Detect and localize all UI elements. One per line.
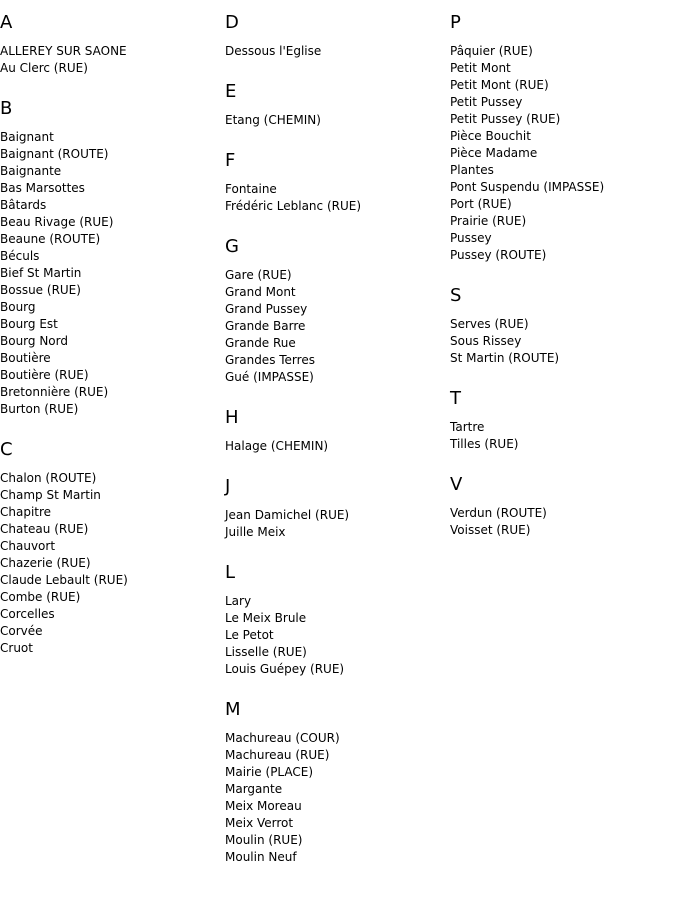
street-list	[0, 43, 215, 77]
street-name: Margante	[225, 782, 283, 796]
street-name: Meix Verrot	[225, 816, 294, 830]
street-name: Chalon (ROUTE)	[0, 471, 97, 485]
street-list	[225, 507, 440, 541]
section-letter-heading: T	[450, 388, 461, 409]
street-name: Voisset (RUE)	[450, 523, 531, 537]
letter-section-g	[225, 236, 440, 386]
street-name: Bief St Martin	[0, 266, 82, 280]
section-letter-heading: G	[225, 236, 239, 257]
street-name: Chapitre	[0, 505, 52, 519]
street-name: Petit Mont	[450, 61, 511, 75]
street-name: Louis Guépey (RUE)	[225, 662, 345, 676]
section-letter-heading: D	[225, 12, 239, 33]
letter-section-j	[225, 476, 440, 541]
street-name: Moulin Neuf	[225, 850, 297, 864]
street-name: Petit Mont (RUE)	[450, 78, 549, 92]
letter-section-a	[0, 12, 215, 77]
street-name: Beau Rivage (RUE)	[0, 215, 114, 229]
street-name: Chateau (RUE)	[0, 522, 89, 536]
letter-section-m	[225, 699, 440, 866]
street-list	[225, 438, 440, 455]
street-name: Meix Moreau	[225, 799, 302, 813]
street-list	[225, 267, 440, 386]
street-name: Claude Lebault (RUE)	[0, 573, 128, 587]
street-name: Boutière	[0, 351, 51, 365]
street-name: Pussey	[450, 231, 492, 245]
street-name: Sous Rissey	[450, 334, 522, 348]
street-name: Bâtards	[0, 198, 47, 212]
letter-section-p	[450, 12, 665, 264]
street-name: Grand Pussey	[225, 302, 308, 316]
street-name: Le Petot	[225, 628, 274, 642]
letter-section-l	[225, 562, 440, 678]
street-name: Bretonnière (RUE)	[0, 385, 109, 399]
street-name: Grandes Terres	[225, 353, 315, 367]
street-name: Verdun (ROUTE)	[450, 506, 547, 520]
section-letter-heading: H	[225, 407, 239, 428]
street-name: Pussey (ROUTE)	[450, 248, 547, 262]
street-list	[0, 470, 215, 657]
section-letter-heading: F	[225, 150, 236, 171]
street-name: St Martin (ROUTE)	[450, 351, 560, 365]
street-list	[225, 593, 440, 678]
street-index-column-2	[225, 12, 440, 887]
letter-section-f	[225, 150, 440, 215]
letter-section-e	[225, 81, 440, 129]
street-list	[225, 112, 440, 129]
section-letter-heading: E	[225, 81, 237, 102]
street-name: Cruot	[0, 641, 33, 655]
street-name: Burton (RUE)	[0, 402, 79, 416]
street-name: Grand Mont	[225, 285, 296, 299]
section-letter-heading: C	[0, 439, 13, 460]
street-index-column-1	[0, 12, 215, 678]
street-name: Port (RUE)	[450, 197, 512, 211]
street-name: Chauvort	[0, 539, 56, 553]
street-name: Bourg	[0, 300, 36, 314]
street-list	[0, 129, 215, 418]
street-name: Combe (RUE)	[0, 590, 81, 604]
street-list	[450, 419, 665, 453]
street-name: Moulin (RUE)	[225, 833, 303, 847]
letter-section-v	[450, 474, 665, 539]
street-name: Bourg Nord	[0, 334, 68, 348]
letter-section-h	[225, 407, 440, 455]
letter-section-s	[450, 285, 665, 367]
section-letter-heading: V	[450, 474, 463, 495]
street-name: Halage (CHEMIN)	[225, 439, 329, 453]
section-letter-heading: P	[450, 12, 461, 33]
street-name: Beaune (ROUTE)	[0, 232, 101, 246]
street-name: Gare (RUE)	[225, 268, 292, 282]
street-name: Gué (IMPASSE)	[225, 370, 314, 384]
letter-section-b	[0, 98, 215, 418]
street-name: Boutière (RUE)	[0, 368, 89, 382]
street-name: Tilles (RUE)	[450, 437, 519, 451]
letter-section-t	[450, 388, 665, 453]
street-name: ALLEREY SUR SAONE	[0, 44, 127, 58]
street-name: Béculs	[0, 249, 40, 263]
street-list	[450, 43, 665, 264]
street-list	[450, 505, 665, 539]
section-letter-heading: B	[0, 98, 13, 119]
street-index-column-3	[450, 12, 665, 560]
street-name: Jean Damichel (RUE)	[225, 508, 350, 522]
street-list	[225, 730, 440, 866]
street-name: Prairie (RUE)	[450, 214, 527, 228]
letter-section-d	[225, 12, 440, 60]
section-letter-heading: L	[225, 562, 236, 583]
street-name: Bourg Est	[0, 317, 58, 331]
section-letter-heading: J	[225, 476, 231, 497]
street-name: Pont Suspendu (IMPASSE)	[450, 180, 605, 194]
street-list	[450, 316, 665, 367]
street-list	[225, 43, 440, 60]
street-name: Pièce Bouchit	[450, 129, 531, 143]
street-name: Chazerie (RUE)	[0, 556, 91, 570]
street-name: Pâquier (RUE)	[450, 44, 533, 58]
street-name: Tartre	[450, 420, 485, 434]
street-name: Plantes	[450, 163, 494, 177]
street-name: Machureau (RUE)	[225, 748, 330, 762]
street-name: Corvée	[0, 624, 43, 638]
street-name: Pièce Madame	[450, 146, 538, 160]
street-name: Au Clerc (RUE)	[0, 61, 88, 75]
street-name: Machureau (COUR)	[225, 731, 340, 745]
street-name: Petit Pussey	[450, 95, 523, 109]
street-name: Lisselle (RUE)	[225, 645, 307, 659]
street-name: Baignant (ROUTE)	[0, 147, 109, 161]
street-list	[225, 181, 440, 215]
street-name: Baignant	[0, 130, 54, 144]
street-name: Champ St Martin	[0, 488, 101, 502]
section-letter-heading: M	[225, 699, 241, 720]
street-name: Juille Meix	[225, 525, 286, 539]
street-name: Le Meix Brule	[225, 611, 307, 625]
street-name: Lary	[225, 594, 252, 608]
street-name: Mairie (PLACE)	[225, 765, 314, 779]
street-name: Fontaine	[225, 182, 277, 196]
street-name: Grande Barre	[225, 319, 306, 333]
street-name: Frédéric Leblanc (RUE)	[225, 199, 362, 213]
street-name: Serves (RUE)	[450, 317, 529, 331]
street-name: Bas Marsottes	[0, 181, 85, 195]
section-letter-heading: S	[450, 285, 462, 306]
street-name: Etang (CHEMIN)	[225, 113, 321, 127]
street-name: Grande Rue	[225, 336, 296, 350]
street-name: Dessous l'Eglise	[225, 44, 322, 58]
street-name: Baignante	[0, 164, 62, 178]
letter-section-c	[0, 439, 215, 657]
street-name: Petit Pussey (RUE)	[450, 112, 561, 126]
section-letter-heading: A	[0, 12, 13, 33]
street-name: Corcelles	[0, 607, 55, 621]
street-name: Bossue (RUE)	[0, 283, 81, 297]
